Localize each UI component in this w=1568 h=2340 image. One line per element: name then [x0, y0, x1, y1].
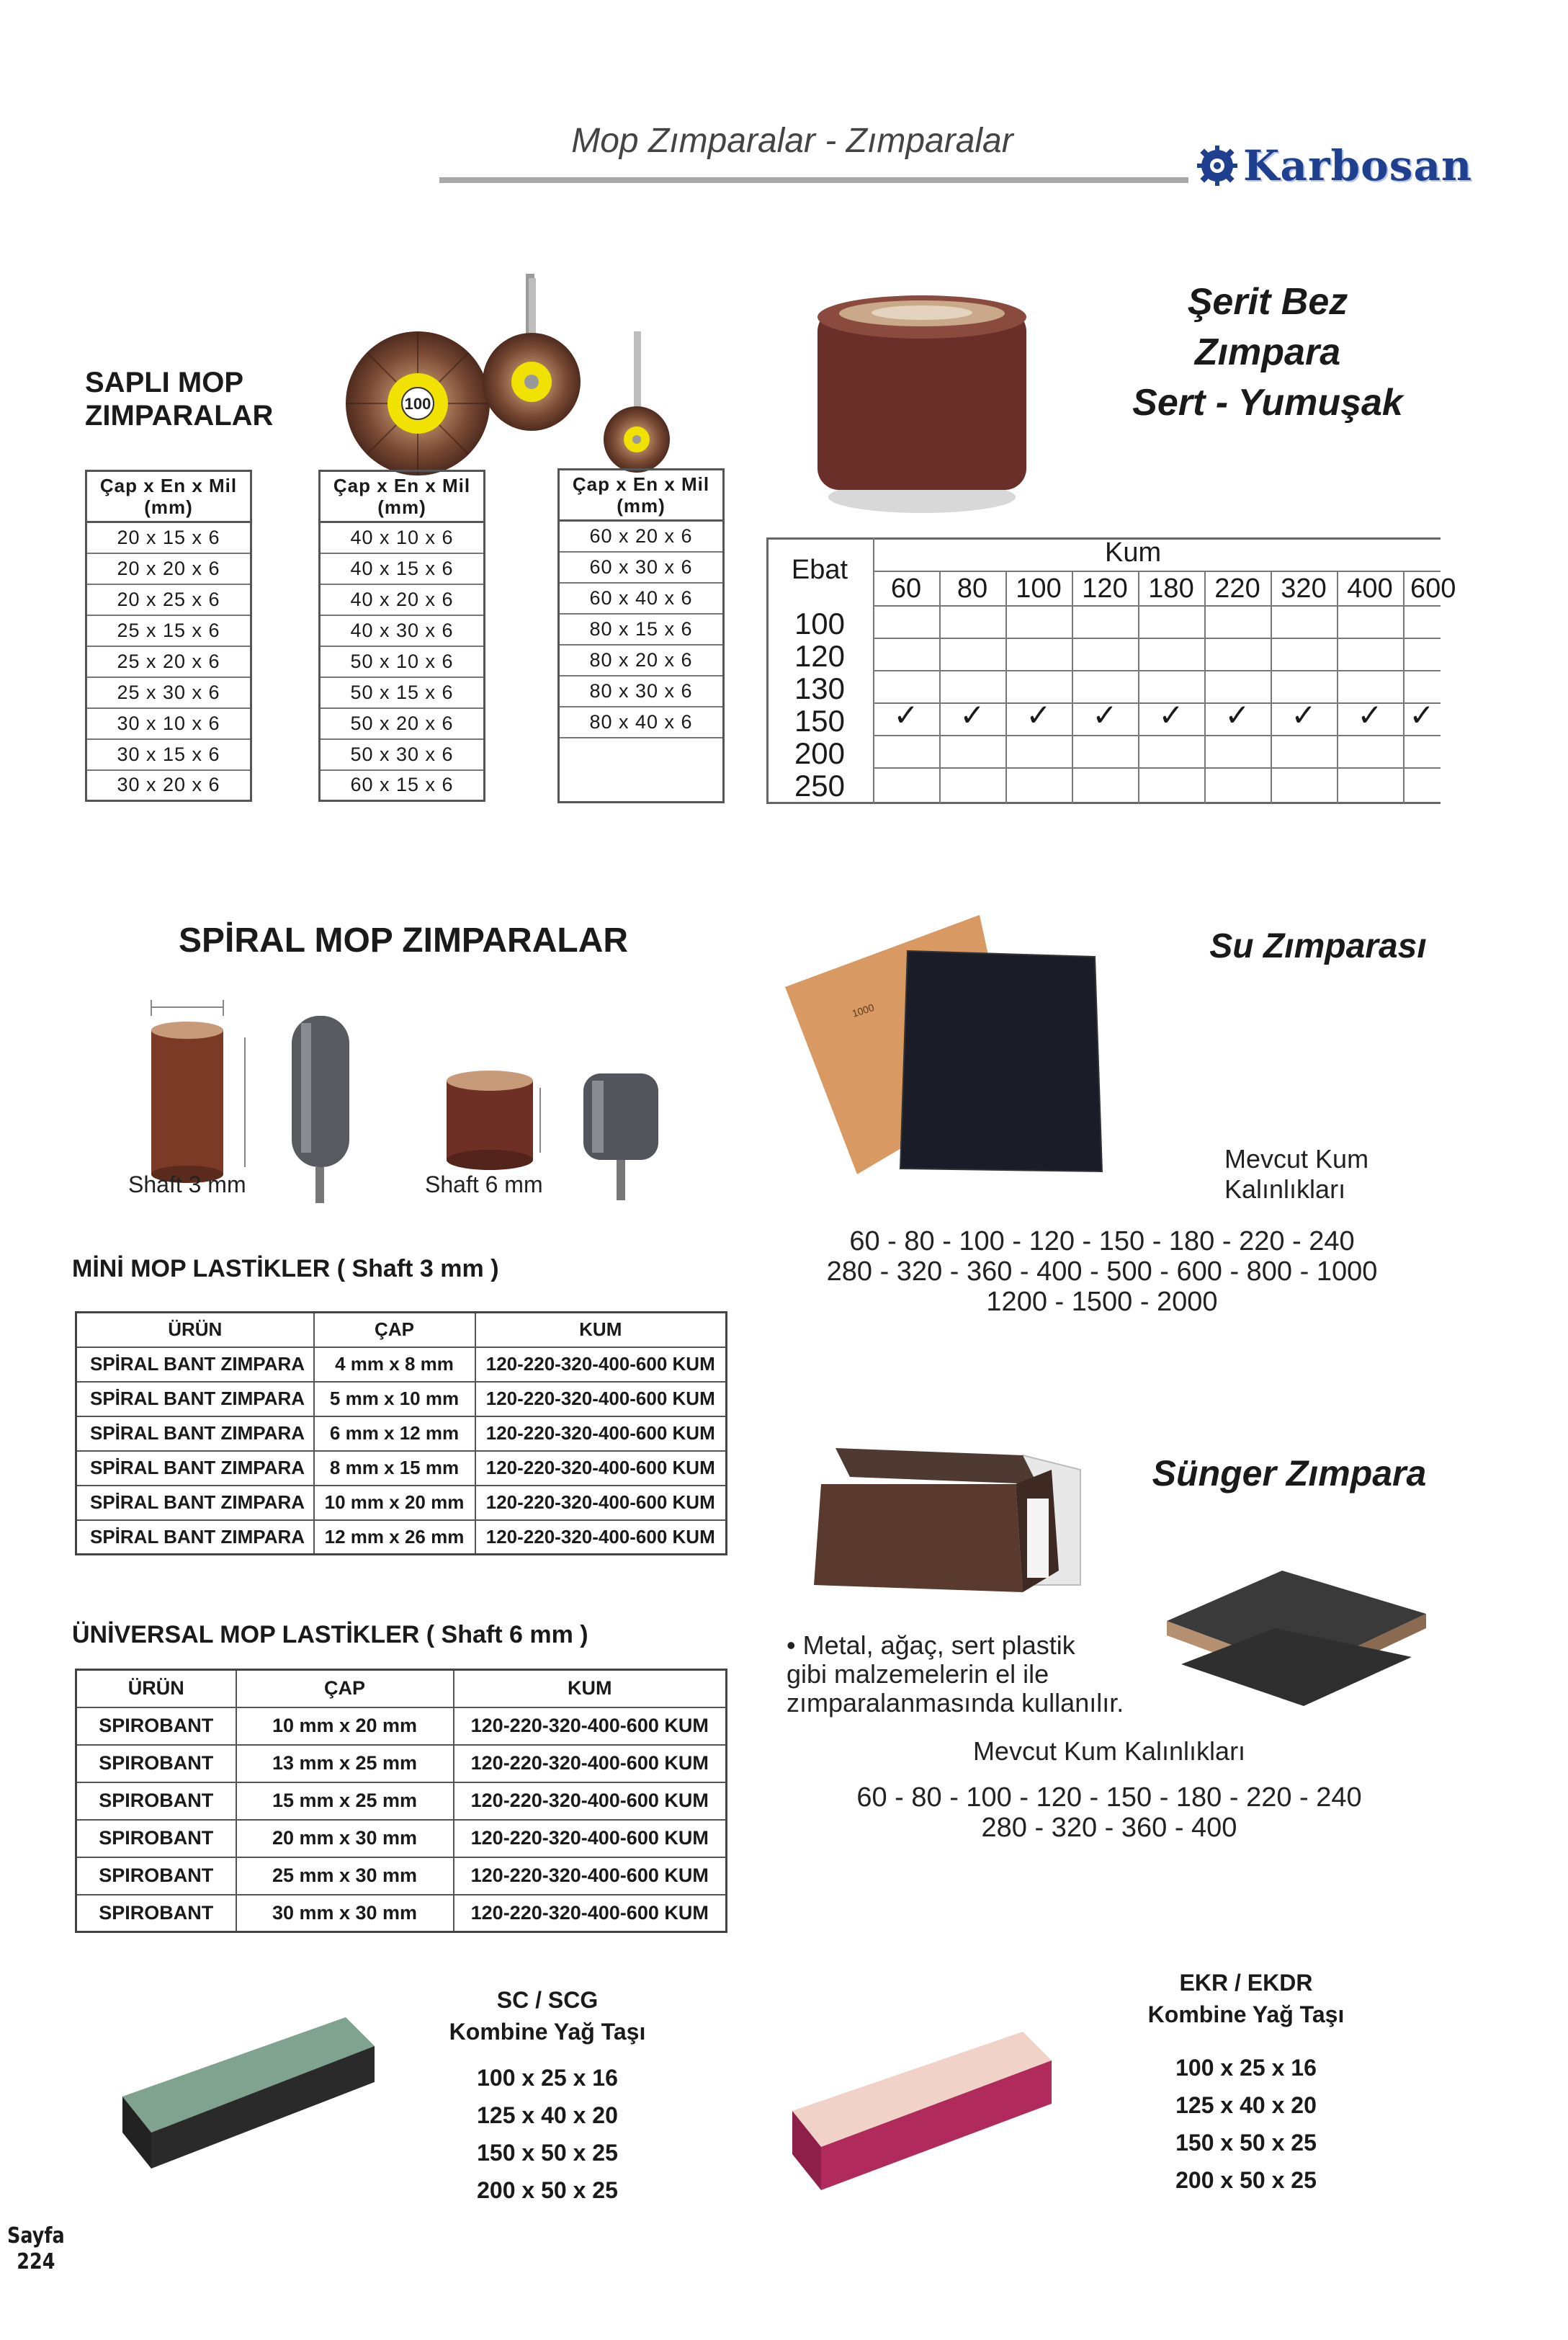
mini-table: ÜRÜN ÇAP KUM SPİRAL BANT ZIMPARA 4 mm x 8 mm 120-220-320-400-600 KUM SPİRAL BANT ZIMPARA 5 mm x 10 mm 120-220-320-400-600 KUM SPİRAL BANT ZIMPARA 6 mm x 12 mm 120-220-320-400-600 KUM SPİRAL BANT ZIMPARA 8 mm x 15 mm 120-220-320-400-600 KUM SPİRAL BANT ZIMPARA 10 mm x 20 mm 120-220-320-400-600 KUM SPİRAL BANT ZIMPARA 12 mm x 26 mm 120-220-320-400-600 KUM [75, 1311, 727, 1555]
kum-col: 120 [1082, 573, 1128, 604]
flap-wheels-image [346, 274, 684, 490]
universal-heading: ÜNİVERSAL MOP LASTİKLER ( Shaft 6 mm ) [72, 1621, 588, 1648]
ebat-label: Ebat [791, 555, 848, 585]
table-row: 40 x 30 x 6 [320, 615, 485, 646]
table-row: 40 x 20 x 6 [320, 584, 485, 615]
kum-col: 400 [1347, 573, 1393, 604]
table-row: 30 x 10 x 6 [86, 708, 251, 739]
sunger-desc: • Metal, ağaç, sert plastik gibi malzemelerin el ile zımparalanmasında kullanılır. [787, 1630, 1124, 1718]
shaft3-label: Shaft 3 mm [128, 1171, 246, 1197]
table-row: 80 x 40 x 6 [559, 707, 724, 738]
check-icon: ✓ [1224, 698, 1250, 732]
check-icon: ✓ [1409, 698, 1435, 732]
page-number: Sayfa 224 [7, 2223, 65, 2274]
sapli-table-1: Çap x En x Mil (mm) 20 x 15 x 6 20 x 20 x 6 20 x 25 x 6 25 x 15 x 6 25 x 20 x 6 25 x 30 x 6 30 x 10 x 6 30 x 15 x 6 30 x 20 x 6 [85, 470, 252, 802]
check-icon: ✓ [1357, 698, 1383, 732]
universal-table: ÜRÜN ÇAP KUM SPIROBANT 10 mm x 20 mm 120-220-320-400-600 KUM SPIROBANT 13 mm x 25 mm 120-220-320-400-600 KUM SPIROBANT 15 mm x 25 mm 120-220-320-400-600 KUM SPIROBANT 20 mm x 30 mm 120-220-320-400-600 KUM SPIROBANT 25 mm x 30 mm 120-220-320-400-600 KUM SPIROBANT 30 mm x 30 mm 120-220-320-400-600 KUM [75, 1669, 727, 1933]
table-row: 20 x 25 x 6 [86, 584, 251, 615]
table-row: 50 x 15 x 6 [320, 677, 485, 708]
kum-col: 600 [1410, 573, 1456, 604]
water-paper-image [785, 915, 1131, 1189]
spiral-heading: SPİRAL MOP ZIMPARALAR [179, 921, 629, 960]
sunger-heading: Sünger Zımpara [1152, 1453, 1427, 1493]
table-row: SPIROBANT 10 mm x 20 mm 120-220-320-400-600 KUM [76, 1707, 727, 1745]
check-icon: ✓ [1026, 698, 1052, 732]
ebat-row: 250 [794, 769, 846, 803]
gear-icon [1197, 146, 1237, 186]
table-row: SPIROBANT 13 mm x 25 mm 120-220-320-400-600 KUM [76, 1745, 727, 1782]
ekr-sizes: 100 x 25 x 16 125 x 40 x 20 150 x 50 x 25 200 x 50 x 25 [1175, 2055, 1317, 2193]
table-row [559, 738, 724, 803]
flap-badge: 100 [404, 395, 431, 413]
table-row: 25 x 30 x 6 [86, 677, 251, 708]
sc-stone-image [115, 2003, 389, 2190]
table-row: 40 x 15 x 6 [320, 553, 485, 584]
ebat-row: 150 [794, 704, 846, 738]
ekr-stone-image [778, 2010, 1066, 2219]
table-row: 40 x 10 x 6 [320, 522, 485, 553]
su-heading: Su Zımparası [1209, 927, 1427, 965]
ebat-row: 200 [794, 736, 846, 770]
table-row: SPİRAL BANT ZIMPARA 12 mm x 26 mm 120-220-320-400-600 KUM [76, 1520, 727, 1555]
kum-col: 320 [1281, 573, 1327, 604]
sunger-available: Mevcut Kum Kalınlıkları [972, 1736, 1246, 1766]
table-row: 50 x 20 x 6 [320, 708, 485, 739]
sponge-pad-image [1160, 1571, 1433, 1707]
table-row: SPİRAL BANT ZIMPARA 10 mm x 20 mm 120-220-320-400-600 KUM [76, 1486, 727, 1520]
paper-grade: 1000 [850, 1001, 876, 1019]
table-row: 30 x 15 x 6 [86, 739, 251, 770]
sponge-block-image [807, 1441, 1095, 1599]
check-icon: ✓ [1291, 698, 1317, 732]
table-row: SPIROBANT 20 mm x 30 mm 120-220-320-400-600 KUM [76, 1820, 727, 1857]
kum-col: 180 [1148, 573, 1194, 604]
ebat-row: 120 [794, 639, 846, 673]
header-divider [439, 177, 1188, 183]
page-title: Mop Zımparalar - Zımparalar [571, 122, 1013, 160]
sc-heading: SC / SCG Kombine Yağ Taşı [449, 1987, 646, 2045]
table-row: 25 x 20 x 6 [86, 646, 251, 677]
table-row: SPİRAL BANT ZIMPARA 5 mm x 10 mm 120-220-320-400-600 KUM [76, 1382, 727, 1416]
table-row: 80 x 15 x 6 [559, 614, 724, 645]
table-row: SPİRAL BANT ZIMPARA 4 mm x 8 mm 120-220-320-400-600 KUM [76, 1347, 727, 1382]
su-grits: 60 - 80 - 100 - 120 - 150 - 180 - 220 - 240 280 - 320 - 360 - 400 - 500 - 600 - 800 - 1000 1200 - 1500 - 2000 [826, 1226, 1378, 1317]
mini-heading: MİNİ MOP LASTİKLER ( Shaft 3 mm ) [72, 1255, 499, 1282]
table-row: 30 x 20 x 6 [117, 774, 220, 796]
check-icon: ✓ [1158, 698, 1184, 732]
shaft6-label: Shaft 6 mm [425, 1171, 543, 1197]
table-row: 80 x 20 x 6 [559, 645, 724, 676]
check-icon: ✓ [959, 698, 985, 732]
sapli-table-2: Çap x En x Mil (mm) 40 x 10 x 6 40 x 15 x 6 40 x 20 x 6 40 x 30 x 6 50 x 10 x 6 50 x 15 x 6 50 x 20 x 6 50 x 30 x 6 60 x 15 x 6 [318, 470, 485, 802]
table-row: 60 x 15 x 6 [350, 774, 454, 796]
sc-sizes: 100 x 25 x 16 125 x 40 x 20 150 x 50 x 25 200 x 50 x 25 [477, 2065, 618, 2203]
su-available: Mevcut Kum Kalınlıkları [1224, 1144, 1369, 1204]
table-row: SPİRAL BANT ZIMPARA 6 mm x 12 mm 120-220-320-400-600 KUM [76, 1416, 727, 1451]
table-row: 60 x 40 x 6 [559, 583, 724, 614]
kum-label: Kum [1105, 537, 1162, 568]
table-row: 20 x 20 x 6 [86, 553, 251, 584]
kum-col: 220 [1214, 573, 1260, 604]
ebat-row: 100 [794, 607, 846, 640]
serit-heading: Şerit Bez Zımpara Sert - Yumuşak [1132, 281, 1403, 424]
kum-grid [766, 537, 1456, 804]
sapli-heading: SAPLI MOP ZIMPARALAR [85, 367, 274, 432]
table-row: 60 x 20 x 6 [559, 521, 724, 552]
kum-col: 100 [1016, 573, 1062, 604]
table-row: 20 x 15 x 6 [86, 522, 251, 553]
table-row: 50 x 10 x 6 [320, 646, 485, 677]
table-row: 50 x 30 x 6 [320, 739, 485, 770]
table-row: 60 x 30 x 6 [559, 552, 724, 583]
brand-name: Karbosan [1243, 141, 1473, 190]
sapli-table-3: Çap x En x Mil (mm) 60 x 20 x 6 60 x 30 x 6 60 x 40 x 6 80 x 15 x 6 80 x 20 x 6 80 x 30 x 6 80 x 40 x 6 [557, 468, 725, 803]
table-row: SPIROBANT 15 mm x 25 mm 120-220-320-400-600 KUM [76, 1782, 727, 1820]
ekr-heading: EKR / EKDR Kombine Yağ Taşı [1147, 1970, 1345, 2027]
kum-col: 80 [957, 573, 988, 604]
sunger-grits: 60 - 80 - 100 - 120 - 150 - 180 - 220 - 240 280 - 320 - 360 - 400 [856, 1782, 1362, 1843]
table-row: SPIROBANT 30 mm x 30 mm 120-220-320-400-600 KUM [76, 1895, 727, 1932]
ebat-row: 130 [794, 671, 846, 705]
table-row: SPIROBANT 25 mm x 30 mm 120-220-320-400-600 KUM [76, 1857, 727, 1895]
check-icon: ✓ [893, 698, 919, 732]
cloth-roll-image [799, 281, 1044, 519]
brand-logo [1197, 143, 1500, 189]
table-row: 80 x 30 x 6 [559, 676, 724, 707]
table-row: 25 x 15 x 6 [86, 615, 251, 646]
kum-col: 60 [890, 573, 922, 604]
table-row: SPİRAL BANT ZIMPARA 8 mm x 15 mm 120-220-320-400-600 KUM [76, 1451, 727, 1486]
check-icon: ✓ [1092, 698, 1118, 732]
